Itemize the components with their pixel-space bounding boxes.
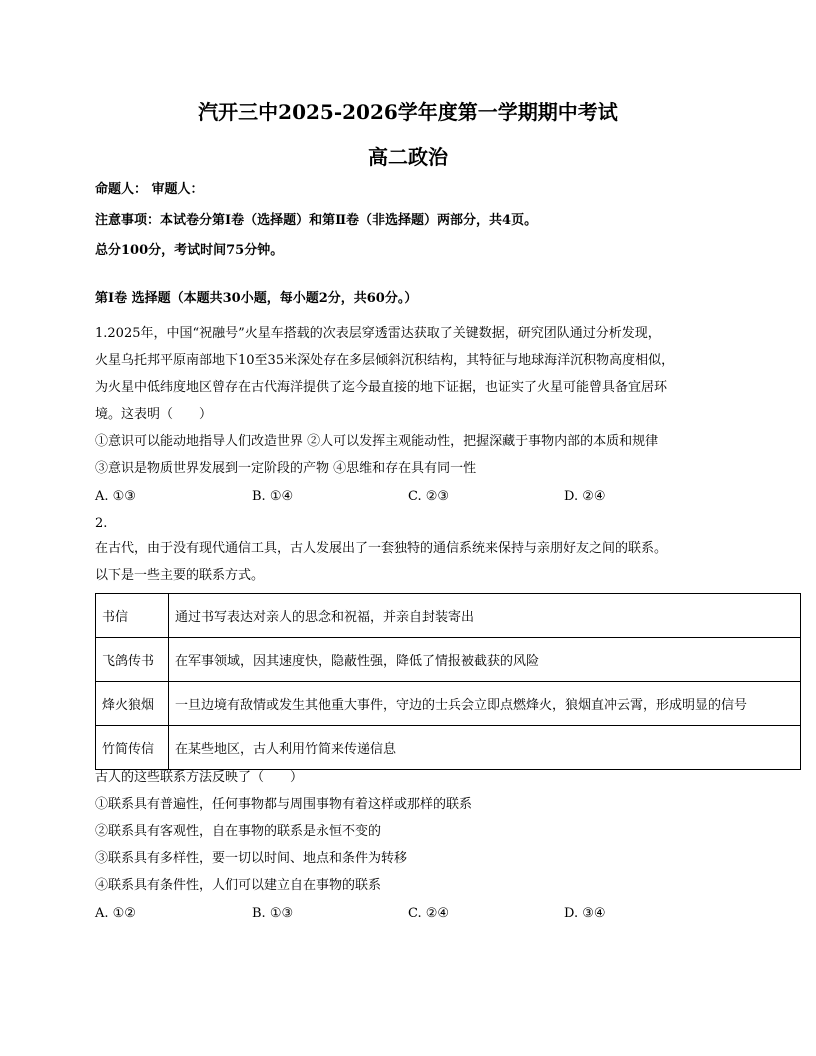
method-name-cell: 竹简传信	[96, 726, 169, 770]
q2-option-a: A. ①②	[95, 906, 136, 921]
contact-methods-table	[95, 593, 801, 770]
q2-intro-line: 在古代，由于没有现代通信工具，古人发展出了一套独特的通信系统来保持与亲朋好友之间的联系。	[95, 541, 668, 556]
method-desc-cell: 在军事领域，因其速度快，隐蔽性强，降低了情报被截获的风险	[169, 638, 801, 682]
method-desc-cell: 在某些地区，古人利用竹简来传递信息	[169, 726, 801, 770]
notice-line: 注意事项：本试卷分第Ⅰ卷（选择题）和第Ⅱ卷（非选择题）两部分，共4页。	[95, 213, 538, 228]
q1-stem-line: 境。这表明（ ）	[95, 407, 213, 422]
q1-stem-line: 1.2025年，中国“祝融号”火星车搭载的次表层穿透雷达获取了关键数据，研究团队通过分析发现，	[95, 326, 661, 341]
q2-number: 2.	[95, 516, 108, 531]
exam-title: 汽开三中2025-2026学年度第一学期期中考试	[198, 100, 618, 124]
q1-statement: ①意识可以能动地指导人们改造世界 ②人可以发挥主观能动性，把握深藏于事物内部的本质和规律	[95, 434, 659, 449]
table-row	[96, 726, 801, 770]
time-line: 总分100分，考试时间75分钟。	[95, 243, 284, 258]
q2-question: 古人的这些联系方法反映了（ ）	[95, 770, 304, 785]
q1-option-b: B. ①④	[252, 489, 294, 504]
table-row	[96, 682, 801, 726]
section-heading: 第Ⅰ卷 选择题（本题共30小题，每小题2分，共60分。）	[95, 291, 418, 306]
exam-subject: 高二政治	[368, 145, 448, 169]
authors-line: 命题人： 审题人：	[95, 182, 204, 197]
q2-statement: ①联系具有普遍性，任何事物都与周围事物有着这样或那样的联系	[95, 797, 473, 812]
q2-statement: ②联系具有客观性，自在事物的联系是永恒不变的	[95, 824, 382, 839]
q2-intro-line: 以下是一些主要的联系方式。	[95, 568, 265, 583]
q1-option-c: C. ②③	[408, 489, 450, 504]
method-name-cell: 烽火狼烟	[96, 682, 169, 726]
q2-statement: ③联系具有多样性，要一切以时间、地点和条件为转移	[95, 851, 408, 866]
q2-statement: ④联系具有条件性，人们可以建立自在事物的联系	[95, 878, 382, 893]
q1-stem-line: 火星乌托邦平原南部地下10至35米深处存在多层倾斜沉积结构，其特征与地球海洋沉积物高度相似，	[95, 353, 675, 368]
q1-statement: ③意识是物质世界发展到一定阶段的产物 ④思维和存在具有同一性	[95, 461, 477, 476]
table-row	[96, 638, 801, 682]
q1-option-d: D. ②④	[564, 489, 606, 504]
method-desc-cell: 通过书写表达对亲人的思念和祝福，并亲自封装寄出	[169, 594, 801, 638]
method-name-cell: 书信	[96, 594, 169, 638]
q1-stem-line: 为火星中低纬度地区曾存在古代海洋提供了迄今最直接的地下证据，也证实了火星可能曾具备宜居环	[95, 380, 668, 395]
q1-option-a: A. ①③	[95, 489, 136, 504]
q2-option-d: D. ③④	[564, 906, 606, 921]
method-name-cell: 飞鸽传书	[96, 638, 169, 682]
q2-option-c: C. ②④	[408, 906, 450, 921]
q2-option-b: B. ①③	[252, 906, 294, 921]
method-desc-cell: 一旦边境有敌情或发生其他重大事件，守边的士兵会立即点燃烽火，狼烟直冲云霄，形成明显的信号	[169, 682, 801, 726]
table-row	[96, 594, 801, 638]
